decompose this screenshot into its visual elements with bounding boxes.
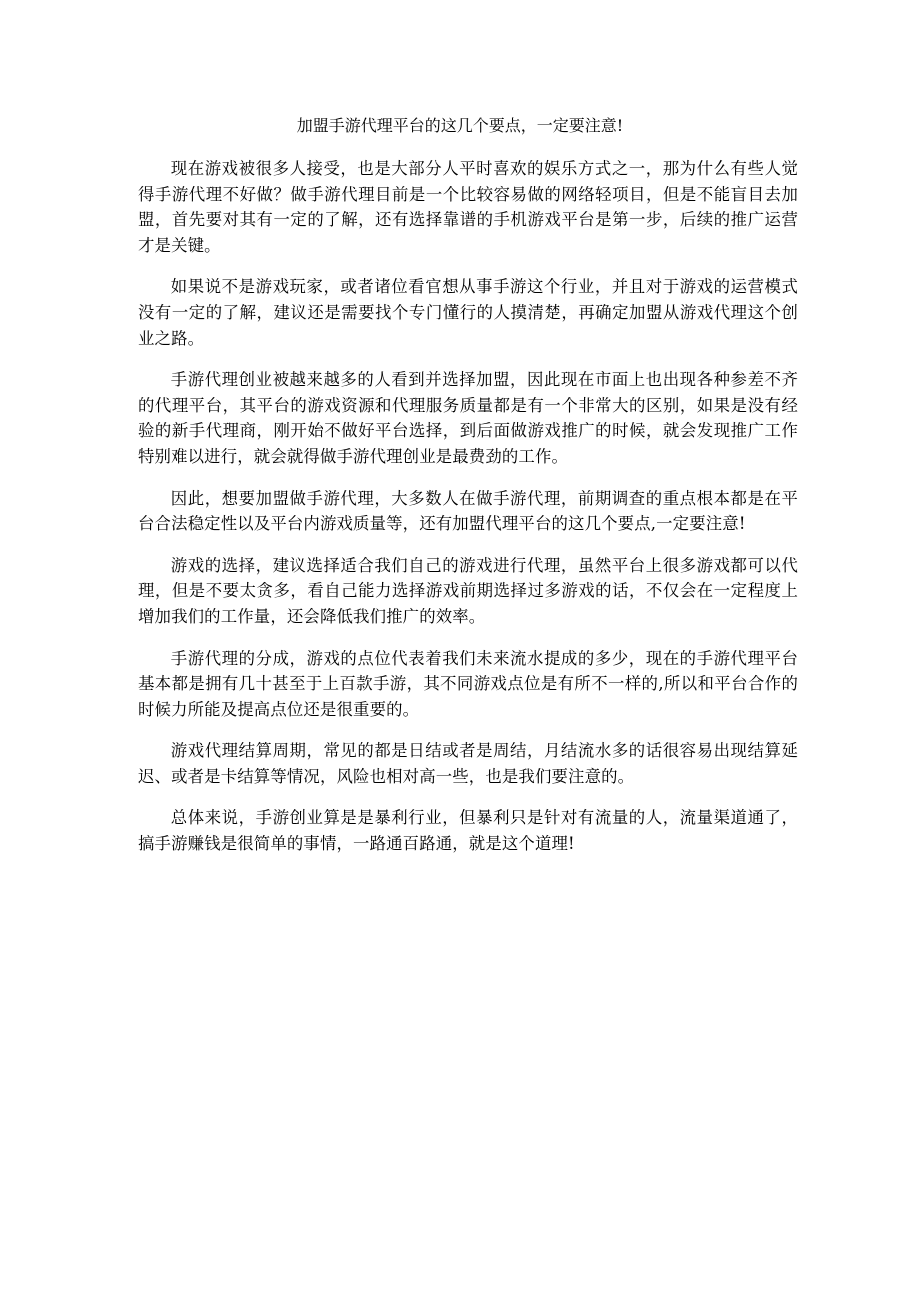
paragraph-3: 手游代理创业被越来越多的人看到并选择加盟，因此现在市面上也出现各种参差不齐的代理平台，其平台的游戏资源和代理服务质量都是有一个非常大的区别，如果是没有经验的新手代理商，刚开始不做好平台选择，到后面做游戏推广的时候，就会发现推广工作特别难以进行，就会就得做手游代理创业是最费劲的工作。	[138, 370, 798, 466]
paragraph-4: 因此，想要加盟做手游代理，大多数人在做手游代理，前期调查的重点根本都是在平台合法稳定性以及平台内游戏质量等，还有加盟代理平台的这几个要点,一定要注意!	[138, 488, 798, 534]
document-body	[138, 156, 798, 873]
paragraph-6: 手游代理的分成，游戏的点位代表着我们未来流水提成的多少，现在的手游代理平台基本都是拥有几十甚至于上百款手游，其不同游戏点位是有所不一样的,所以和平台合作的时候力所能及提高点位还是很重要的。	[138, 648, 798, 719]
paragraph-1: 现在游戏被很多人接受，也是大部分人平时喜欢的娱乐方式之一，那为什么有些人觉得手游代理不好做？做手游代理目前是一个比较容易做的网络轻项目，但是不能盲目去加盟，首先要对其有一定的了解，还有选择靠谱的手机游戏平台是第一步，后续的推广运营才是关键。	[138, 159, 798, 255]
paragraph-5: 游戏的选择，建议选择适合我们自己的游戏进行代理，虽然平台上很多游戏都可以代理，但是不要太贪多，看自己能力选择游戏前期选择过多游戏的话，不仅会在一定程度上增加我们的工作量，还会降低我们推广的效率。	[138, 555, 798, 626]
paragraph-7: 游戏代理结算周期，常见的都是日结或者是周结，月结流水多的话很容易出现结算延迟、或者是卡结算等情况，风险也相对高一些，也是我们要注意的。	[138, 741, 798, 786]
document-title: 加盟手游代理平台的这几个要点，一定要注意!	[296, 116, 624, 135]
paragraph-2: 如果说不是游戏玩家，或者诸位看官想从事手游这个行业，并且对于游戏的运营模式没有一定的了解，建议还是需要找个专门懂行的人摸清楚，再确定加盟从游戏代理这个创业之路。	[138, 277, 798, 348]
paragraph-8: 总体来说，手游创业算是是暴利行业，但暴利只是针对有流量的人，流量渠道通了，搞手游赚钱是很简单的事情，一路通百路通，就是这个道理!	[138, 808, 798, 854]
